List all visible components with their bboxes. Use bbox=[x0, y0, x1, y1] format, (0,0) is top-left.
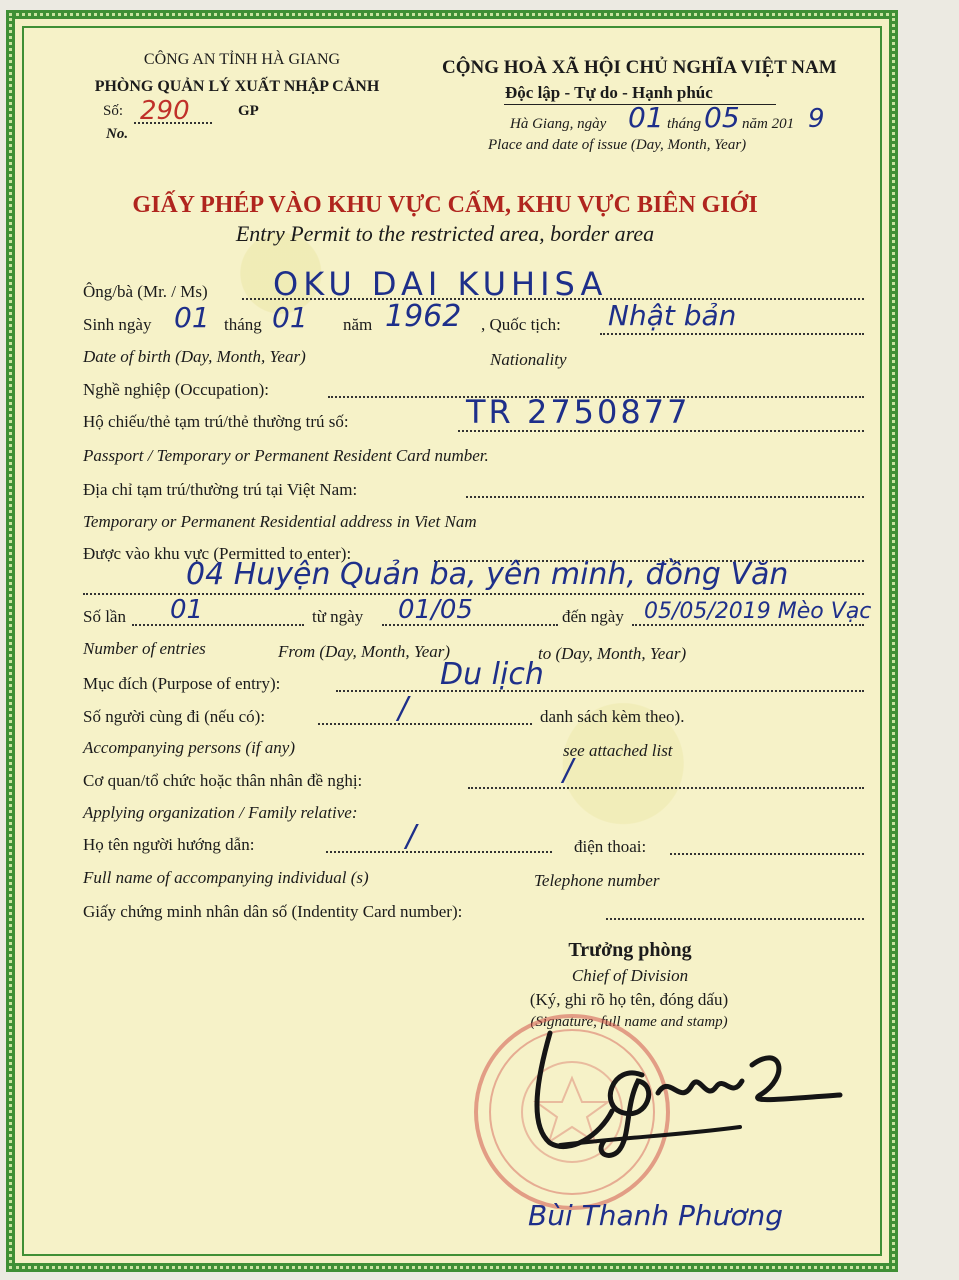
phone-label: điện thoai: bbox=[574, 837, 647, 856]
issue-year-digit: 9 bbox=[808, 104, 825, 134]
dob-year-label: năm bbox=[343, 315, 373, 334]
passport-number: TR 2750877 bbox=[466, 393, 691, 431]
nationality-value: Nhật bản bbox=[608, 299, 737, 332]
permit-title: GIẤY PHÉP VÀO KHU VỰC CẤM, KHU VỰC BIÊN GIỚI bbox=[132, 192, 758, 218]
entries-value: 01 bbox=[170, 595, 204, 625]
signer-name: Bùi Thanh Phương bbox=[528, 1199, 784, 1232]
entries-dots bbox=[132, 624, 304, 626]
country-motto: Độc lập - Tự do - Hạnh phúc bbox=[505, 83, 713, 102]
permitted-area-label: Được vào khu vực (Permitted to enter): bbox=[83, 544, 352, 563]
from-dots bbox=[382, 624, 558, 626]
id-card-dots bbox=[606, 918, 864, 920]
place-date-en: Place and date of issue (Day, Month, Year) bbox=[488, 137, 747, 153]
organization-label: Cơ quan/tổ chức hoặc thân nhân đề nghị: bbox=[83, 771, 363, 790]
permit-number: 290 bbox=[140, 96, 190, 126]
to-date: 05/05/2019 Mèo Vạc bbox=[644, 599, 872, 624]
purpose-value: Du lịch bbox=[440, 657, 544, 692]
to-label-en: to (Day, Month, Year) bbox=[538, 644, 687, 663]
passport-dots bbox=[458, 430, 864, 432]
dob-day: 01 bbox=[174, 301, 210, 334]
passport-label-en: Passport / Temporary or Permanent Resident Card number. bbox=[83, 446, 489, 465]
purpose-label: Mục đích (Purpose of entry): bbox=[83, 674, 281, 693]
occupation-label: Nghề nghiệp (Occupation): bbox=[83, 380, 269, 399]
accompany-value: / bbox=[398, 691, 409, 726]
signature-instruction-en: (Signature, full name and stamp) bbox=[530, 1014, 728, 1030]
address-label-en: Temporary or Permanent Residential address in Viet Nam bbox=[83, 512, 477, 531]
organization-dots bbox=[468, 787, 864, 789]
year-label: năm 201 bbox=[742, 116, 795, 132]
place-date-prefix: Hà Giang, ngày bbox=[510, 116, 607, 132]
attached-label-en: see attached list bbox=[563, 741, 673, 760]
permitted-area-value: 04 Huyện Quản ba, yên minh, đồng Văn bbox=[186, 557, 789, 592]
id-card-label: Giấy chứng minh nhân dân số (Indentity Card number): bbox=[83, 902, 463, 921]
dob-year: 1962 bbox=[385, 299, 462, 334]
entries-label-en: Number of entries bbox=[83, 639, 206, 658]
from-label-en: From (Day, Month, Year) bbox=[278, 642, 451, 661]
holder-name: OKU DAI KUHISA bbox=[273, 265, 608, 303]
from-date: 01/05 bbox=[398, 595, 473, 625]
name-label: Ông/bà (Mr. / Ms) bbox=[83, 282, 208, 301]
phone-label-en: Telephone number bbox=[534, 871, 660, 890]
to-dots bbox=[632, 624, 864, 626]
gp-label: GP bbox=[238, 103, 259, 119]
issue-day: 01 bbox=[628, 101, 664, 134]
permit-title-en: Entry Permit to the restricted area, border area bbox=[235, 221, 655, 246]
signer-title: Trưởng phòng bbox=[568, 939, 692, 961]
entries-label: Số lần bbox=[83, 607, 126, 626]
to-label: đến ngày bbox=[562, 607, 624, 626]
accompany-dots bbox=[318, 723, 532, 725]
agency-province: CÔNG AN TỈNH HÀ GIANG bbox=[143, 51, 341, 68]
handwritten-signature bbox=[520, 1015, 850, 1165]
attached-label: danh sách kèm theo). bbox=[540, 707, 685, 726]
number-label-en: No. bbox=[106, 126, 129, 142]
dob-month-label: tháng bbox=[224, 315, 262, 334]
signature-instruction: (Ký, ghi rõ họ tên, đóng dấu) bbox=[529, 990, 729, 1009]
address-label: Địa chỉ tạm trú/thường trú tại Việt Nam: bbox=[83, 480, 358, 499]
from-label: từ ngày bbox=[312, 607, 364, 626]
guide-label: Họ tên người hướng dẫn: bbox=[83, 835, 255, 854]
nationality-label-en: Nationality bbox=[490, 350, 567, 369]
agency-department: PHÒNG QUẢN LÝ XUẤT NHẬP CẢNH bbox=[94, 78, 380, 95]
organization-value: / bbox=[563, 753, 574, 788]
nationality-dots bbox=[600, 333, 864, 335]
address-dots bbox=[466, 496, 864, 498]
purpose-dots bbox=[336, 690, 864, 692]
dob-month: 01 bbox=[272, 301, 308, 334]
country-name: CỘNG HOÀ XÃ HỘI CHỦ NGHĨA VIỆT NAM bbox=[442, 57, 837, 78]
month-label: tháng bbox=[667, 116, 702, 132]
guide-value: / bbox=[406, 819, 417, 854]
organization-label-en: Applying organization / Family relative: bbox=[83, 803, 358, 822]
nationality-label: , Quốc tịch: bbox=[481, 315, 561, 334]
accompany-label: Số người cùng đi (nếu có): bbox=[83, 707, 266, 726]
issue-month: 05 bbox=[704, 101, 740, 134]
number-label: Số: bbox=[103, 103, 124, 119]
accompany-label-en: Accompanying persons (if any) bbox=[83, 738, 295, 757]
guide-label-en: Full name of accompanying individual (s) bbox=[83, 868, 369, 887]
number-dots bbox=[134, 122, 212, 124]
signer-title-en: Chief of Division bbox=[571, 966, 689, 985]
dob-label-en: Date of birth (Day, Month, Year) bbox=[83, 347, 306, 366]
guide-dots bbox=[326, 851, 552, 853]
passport-label: Hộ chiếu/thẻ tạm trú/thẻ thường trú số: bbox=[83, 412, 349, 431]
phone-dots bbox=[670, 853, 864, 855]
dob-day-label: Sinh ngày bbox=[83, 315, 152, 334]
